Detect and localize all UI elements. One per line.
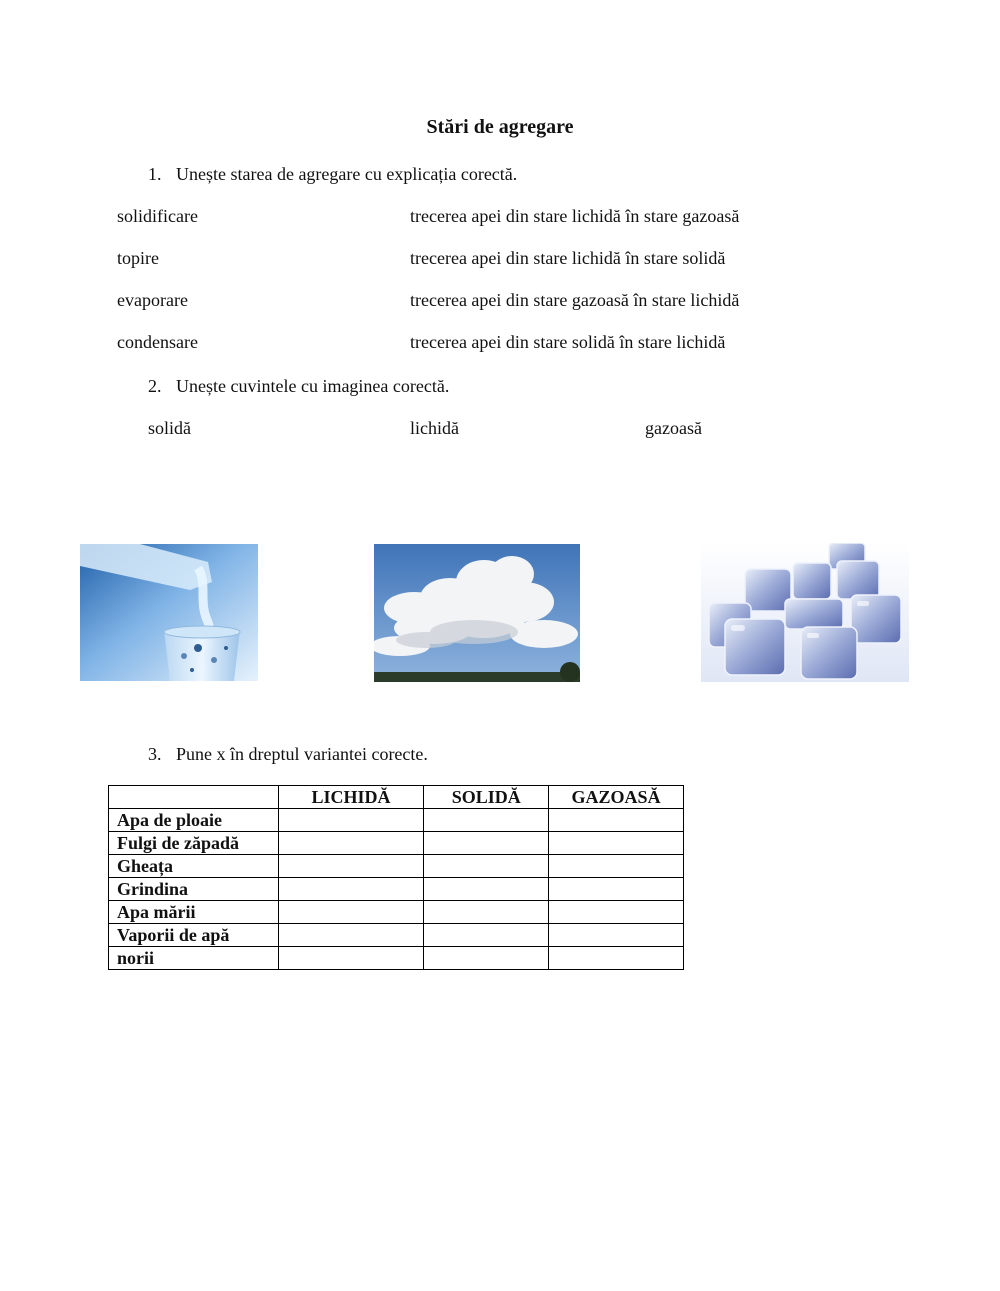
answer-cell[interactable] [278,947,424,970]
row-label: Apa de ploaie [109,809,279,832]
exercise-1-text: Unește starea de agregare cu explicația corectă. [176,164,518,184]
row-label: Gheața [109,855,279,878]
exercise-1-instruction [148,164,517,185]
table-row [109,924,684,947]
exercise-3-instruction [148,744,428,765]
page-title: Stări de agregare [426,116,574,138]
explanation-1: trecerea apei din stare lichidă în stare gazoasă [410,206,740,226]
term-evaporare: evaporare [117,290,188,310]
answer-cell[interactable] [549,901,684,924]
answer-cell[interactable] [549,878,684,901]
word-lichida: lichidă [410,418,459,438]
answer-cell[interactable] [424,947,549,970]
answer-cell[interactable] [278,901,424,924]
word-solida: solidă [148,418,191,438]
row-label: norii [109,947,279,970]
row-label: Apa mării [109,901,279,924]
answer-cell[interactable] [278,832,424,855]
exercise-2-text: Unește cuvintele cu imaginea corectă. [176,376,450,396]
table-row [109,947,684,970]
table-row [109,901,684,924]
header-empty [109,786,279,809]
answer-cell[interactable] [424,924,549,947]
answer-cell[interactable] [424,809,549,832]
answer-cell[interactable] [278,924,424,947]
answer-cell[interactable] [424,832,549,855]
table-header-row [109,786,684,809]
answer-cell[interactable] [549,809,684,832]
answer-cell[interactable] [549,924,684,947]
exercise-2-instruction [148,376,449,397]
answer-cell[interactable] [549,855,684,878]
answer-cell[interactable] [278,878,424,901]
clouds-image [374,544,580,682]
ice-cubes-image [701,543,909,682]
header-gazoasa: GAZOASĂ [549,786,684,809]
answer-cell[interactable] [549,832,684,855]
exercise-3-number: 3. [148,744,162,764]
answer-cell[interactable] [424,901,549,924]
water-glass-image [80,544,258,681]
row-label: Vaporii de apă [109,924,279,947]
term-condensare: condensare [117,332,198,352]
header-lichida: LICHIDĂ [278,786,424,809]
table-row [109,809,684,832]
term-solidificare: solidificare [117,206,198,226]
answer-cell[interactable] [278,855,424,878]
table-row [109,878,684,901]
exercise-3-text: Pune x în dreptul variantei corecte. [176,744,428,764]
table-row [109,832,684,855]
exercise-2-number: 2. [148,376,162,396]
explanation-2: trecerea apei din stare lichidă în stare solidă [410,248,726,268]
word-gazoasa: gazoasă [645,418,702,438]
term-topire: topire [117,248,159,268]
table-row [109,855,684,878]
header-solida: SOLIDĂ [424,786,549,809]
answer-cell[interactable] [549,947,684,970]
states-table [108,785,684,970]
answer-cell[interactable] [424,855,549,878]
answer-cell[interactable] [424,878,549,901]
exercise-1-number: 1. [148,164,162,184]
answer-cell[interactable] [278,809,424,832]
row-label: Fulgi de zăpadă [109,832,279,855]
row-label: Grindina [109,878,279,901]
explanation-4: trecerea apei din stare solidă în stare lichidă [410,332,726,352]
explanation-3: trecerea apei din stare gazoasă în stare lichidă [410,290,740,310]
